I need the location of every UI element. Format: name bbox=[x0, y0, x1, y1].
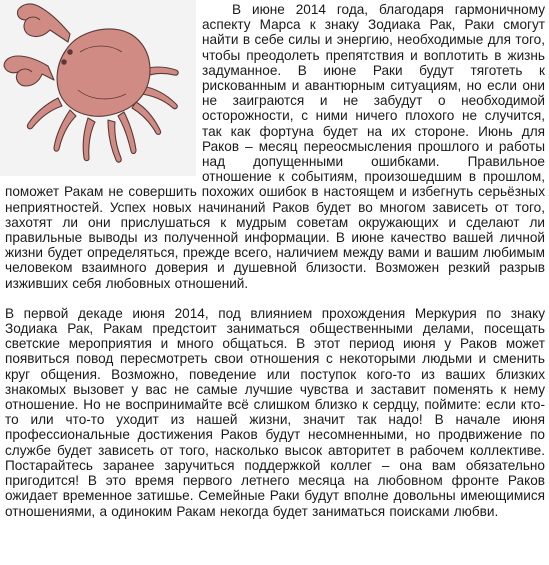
crab-zodiac-cancer-icon bbox=[0, 0, 196, 176]
crab-illustration bbox=[0, 0, 196, 176]
paragraph-first-decade: В первой декаде июня 2014, под влиянием прохождения Меркурия по знаку Зодиака Рак, Ракам предстоит заниматься общественными делами, посещать светские мероприятия и много общаться. В этот период июня у Раков может появиться повод пересмотреть свои отношения с некоторыми людьми и сменить круг общения. Возможно, поведение или поступок кого-то из ваших близких знакомых вызовет у вас не самые лучшие чувства и заставит поменять к нему отношение. Но не воспринимайте всё слишком близко к сердцу, поймите: если кто-то или что-то уходит из нашей жизни, значит так надо! В начале июня профессиональные достижения Раков будут несомненными, но продвижение по службе будет зависеть от того, насколько высок авторитет в рабочем коллективе. Постарайтесь заранее заручиться поддержкой коллег – она вам обязательно пригодится! В это время первого летнего месяца на любовном фронте Раков ожидает временное затишье. Семейные Раки будут вполне довольны имеющимися отношениями, а одиноким Ракам некогда будет заниматься поисками любви. bbox=[5, 305, 545, 519]
paragraph-spacer bbox=[5, 291, 545, 306]
paragraph-intro: В июне 2014 года, благодаря гармоничному аспекту Марса к знаку Зодиака Рак, Раки смогут найти в себе силы и энергию, необходимые для того, чтобы преодолеть препятствия и воплотить в жизнь задуманное. В июне Раки будут тяготеть к рискованным и авантюрным ситуациям, но если они не заиграются и не забудут о необходимой осторожности, с ними ничего плохого не случится, так как фортуна будет на их стороне. Июнь для Раков – месяц переосмысления прошлого и работы над допущенными ошибками. Правильное отношение к событиям, произошедшим в прошлом, поможет Ракам не совершить похожих ошибок в настоящем и избегнуть серьёзных неприятностей. Успех новых начинаний Раков будет во многом зависеть от того, захотят ли они прислушаться к мудрым советам окружающих и сделают ли правильные выводы из полученной информации. В июне качество вашей личной жизни будет определяться, прежде всего, наличием между вами и вашим любимым человеком взаимного доверия и душевной близости. Возможен резкий разрыв изживших себя любовных отношений. bbox=[5, 2, 545, 291]
